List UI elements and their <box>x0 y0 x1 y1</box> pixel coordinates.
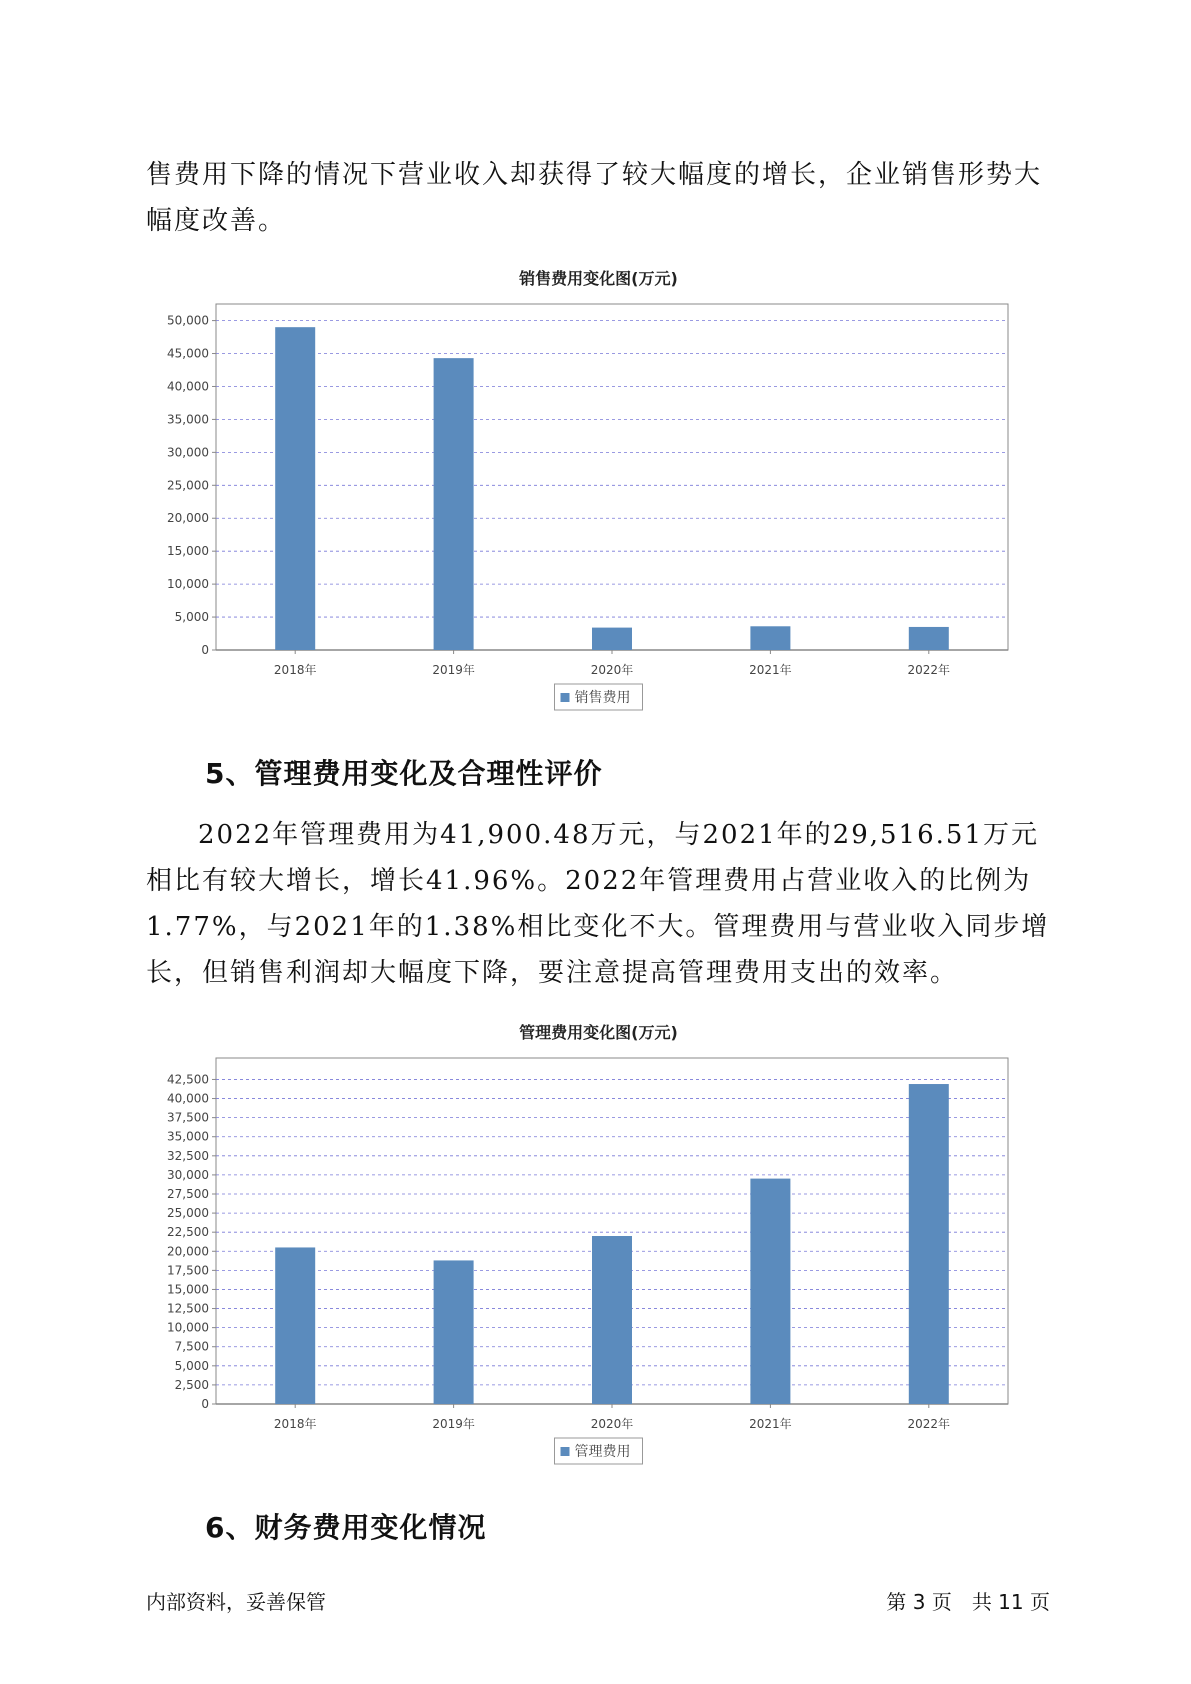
x-tick-label: 2019年 <box>432 1417 475 1431</box>
y-tick-label: 15,000 <box>167 1282 209 1297</box>
bar-4 <box>750 1179 790 1404</box>
y-tick-label: 40,000 <box>167 379 209 394</box>
section6-heading: 6、财务费用变化情况 <box>205 1511 487 1544</box>
y-tick-label: 37,500 <box>167 1110 209 1125</box>
y-tick-label: 27,500 <box>167 1187 209 1201</box>
y-tick-label: 35,000 <box>167 1129 209 1144</box>
admin-expense-chart-svg <box>146 1016 1051 1476</box>
y-tick-label: 12,500 <box>167 1301 209 1316</box>
section5-paragraph: 2022年管理费用为41,900.48万元，与2021年的29,516.51万元相比有较大增长，增长41.96%。2022年管理费用占营业收入的比例为1.77%，与2021年的1.38%相比变化不大。管理费用与营业收入同步增长，但销售利润却大幅度下降，要注意提高管理费用支出的效率。 <box>146 820 1050 988</box>
chart-legend <box>555 1438 643 1464</box>
legend-swatch <box>561 1447 570 1456</box>
intro-paragraph: 售费用下降的情况下营业收入却获得了较大幅度的增长，企业销售形势大幅度改善。 <box>146 160 1043 236</box>
x-tick-label: 2022年 <box>907 1417 951 1431</box>
y-tick-label: 15,000 <box>167 544 209 559</box>
y-tick-label: 30,000 <box>167 445 209 460</box>
y-tick-label: 30,000 <box>167 1167 209 1182</box>
x-tick-label: 2018年 <box>273 663 317 677</box>
x-tick-label: 2021年 <box>749 1417 792 1431</box>
y-tick-label: 45,000 <box>167 346 209 361</box>
y-tick-label: 7,500 <box>174 1339 209 1354</box>
y-tick-label: 0 <box>201 1397 209 1411</box>
x-tick-label: 2018年 <box>273 1417 317 1431</box>
y-tick-label: 40,000 <box>167 1091 209 1106</box>
y-tick-label: 2,500 <box>174 1377 209 1392</box>
y-tick-label: 17,500 <box>167 1263 209 1278</box>
legend-label: 销售费用 <box>574 690 631 706</box>
y-tick-label: 42,500 <box>167 1072 209 1087</box>
y-tick-label: 35,000 <box>167 412 209 427</box>
y-tick-label: 25,000 <box>167 1206 209 1221</box>
chart-title: 销售费用变化图(万元) <box>519 269 678 288</box>
legend-label: 管理费用 <box>574 1444 631 1460</box>
sales-expense-chart <box>146 262 1051 722</box>
legend-swatch <box>561 693 570 702</box>
y-tick-label: 50,000 <box>167 313 209 328</box>
bar-2 <box>434 358 474 650</box>
bar-3 <box>592 628 632 650</box>
y-tick-label: 10,000 <box>167 1320 209 1335</box>
bar-5 <box>909 627 949 650</box>
x-tick-label: 2020年 <box>590 663 634 677</box>
y-tick-label: 0 <box>201 643 209 657</box>
y-tick-label: 5,000 <box>174 1358 209 1373</box>
chart-legend <box>555 684 643 710</box>
bar-1 <box>275 1247 315 1404</box>
bar-5 <box>909 1084 949 1404</box>
footer-right: 第 3 页 共 11 页 <box>886 1590 1050 1614</box>
y-tick-label: 20,000 <box>167 511 209 526</box>
bar-3 <box>592 1236 632 1404</box>
x-tick-label: 2020年 <box>590 1417 634 1431</box>
bar-1 <box>275 327 315 650</box>
x-tick-label: 2019年 <box>432 663 475 677</box>
plot-area <box>216 304 1008 650</box>
admin-expense-chart <box>146 1016 1051 1476</box>
y-tick-label: 32,500 <box>167 1148 209 1163</box>
y-tick-label: 10,000 <box>167 577 209 592</box>
bar-2 <box>434 1260 474 1404</box>
sales-expense-chart-svg <box>146 262 1051 722</box>
x-tick-label: 2022年 <box>907 663 951 677</box>
y-tick-label: 5,000 <box>174 610 209 625</box>
y-tick-label: 20,000 <box>167 1244 209 1259</box>
footer-left: 内部资料，妥善保管 <box>146 1590 326 1614</box>
bar-4 <box>750 626 790 650</box>
chart-title: 管理费用变化图(万元) <box>519 1023 678 1042</box>
section5-heading: 5、管理费用变化及合理性评价 <box>205 757 603 790</box>
x-tick-label: 2021年 <box>749 663 792 677</box>
y-tick-label: 25,000 <box>167 478 209 493</box>
y-tick-label: 22,500 <box>167 1225 209 1240</box>
